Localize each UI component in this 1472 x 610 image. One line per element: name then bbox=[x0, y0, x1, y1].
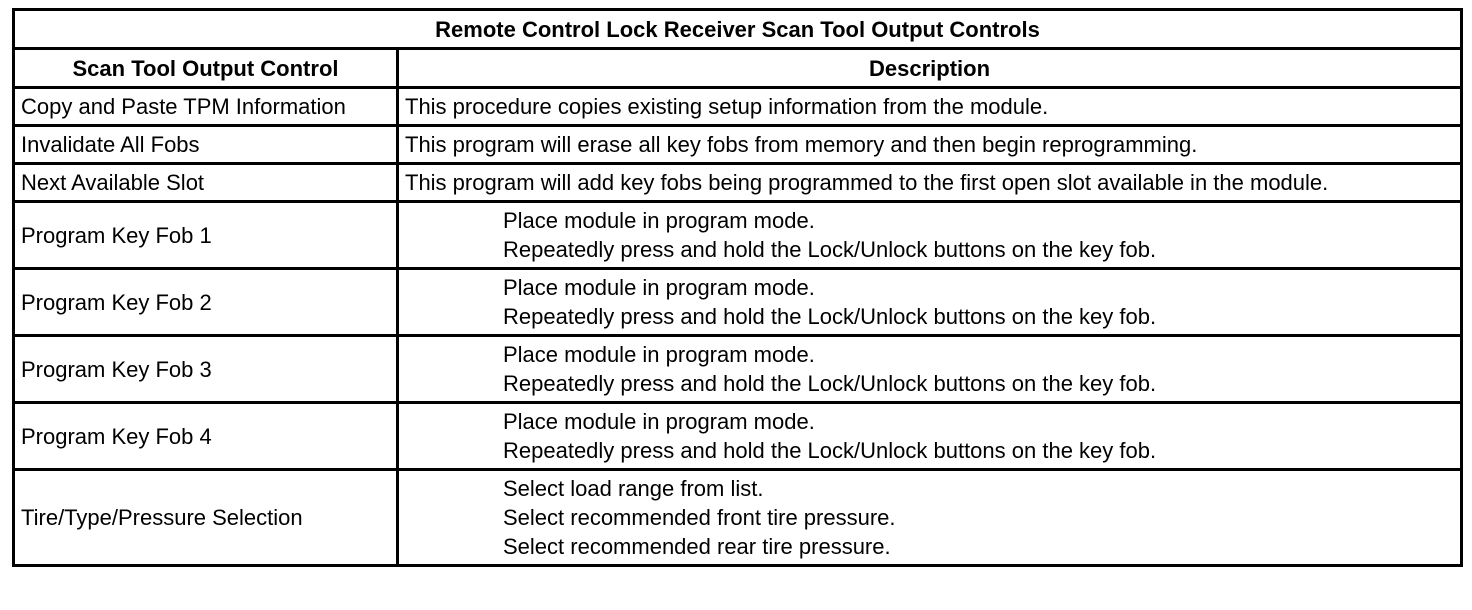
control-cell: Program Key Fob 3 bbox=[14, 336, 398, 403]
description-line: Select recommended rear tire pressure. bbox=[503, 534, 891, 559]
table-title-row bbox=[14, 10, 1462, 49]
table-title: Remote Control Lock Receiver Scan Tool Output Controls bbox=[14, 10, 1462, 49]
control-cell: Tire/Type/Pressure Selection bbox=[14, 470, 398, 566]
description-line: Select load range from list. bbox=[503, 476, 764, 501]
output-controls-table bbox=[12, 8, 1463, 567]
description-line: This procedure copies existing setup information from the module. bbox=[405, 94, 1049, 119]
description-line: Select recommended front tire pressure. bbox=[503, 505, 896, 530]
description-line: Place module in program mode. bbox=[503, 208, 815, 233]
table-row bbox=[14, 336, 1462, 403]
table-row bbox=[14, 164, 1462, 202]
control-cell: Copy and Paste TPM Information bbox=[14, 88, 398, 126]
table-row bbox=[14, 269, 1462, 336]
description-cell bbox=[398, 336, 1462, 403]
table-header-row bbox=[14, 49, 1462, 88]
description-line: Place module in program mode. bbox=[503, 342, 815, 367]
control-cell: Program Key Fob 1 bbox=[14, 202, 398, 269]
description-line: Repeatedly press and hold the Lock/Unlock buttons on the key fob. bbox=[503, 371, 1157, 396]
description-line: Repeatedly press and hold the Lock/Unlock buttons on the key fob. bbox=[503, 438, 1157, 463]
description-cell bbox=[398, 202, 1462, 269]
description-cell bbox=[398, 88, 1462, 126]
description-cell bbox=[398, 269, 1462, 336]
control-cell: Program Key Fob 2 bbox=[14, 269, 398, 336]
control-cell: Next Available Slot bbox=[14, 164, 398, 202]
table-row bbox=[14, 126, 1462, 164]
description-line: Repeatedly press and hold the Lock/Unlock buttons on the key fob. bbox=[503, 304, 1157, 329]
description-cell bbox=[398, 164, 1462, 202]
description-line: Place module in program mode. bbox=[503, 409, 815, 434]
description-cell bbox=[398, 470, 1462, 566]
description-line: This program will add key fobs being programmed to the first open slot available in the module. bbox=[405, 170, 1329, 195]
column-header-control: Scan Tool Output Control bbox=[14, 49, 398, 88]
description-line: Repeatedly press and hold the Lock/Unlock buttons on the key fob. bbox=[503, 237, 1157, 262]
table-row bbox=[14, 202, 1462, 269]
control-cell: Program Key Fob 4 bbox=[14, 403, 398, 470]
table-row bbox=[14, 470, 1462, 566]
description-cell bbox=[398, 126, 1462, 164]
column-header-description: Description bbox=[398, 49, 1462, 88]
table-row bbox=[14, 88, 1462, 126]
table-row bbox=[14, 403, 1462, 470]
control-cell: Invalidate All Fobs bbox=[14, 126, 398, 164]
description-cell bbox=[398, 403, 1462, 470]
description-line: This program will erase all key fobs from memory and then begin reprogramming. bbox=[405, 132, 1198, 157]
description-line: Place module in program mode. bbox=[503, 275, 815, 300]
